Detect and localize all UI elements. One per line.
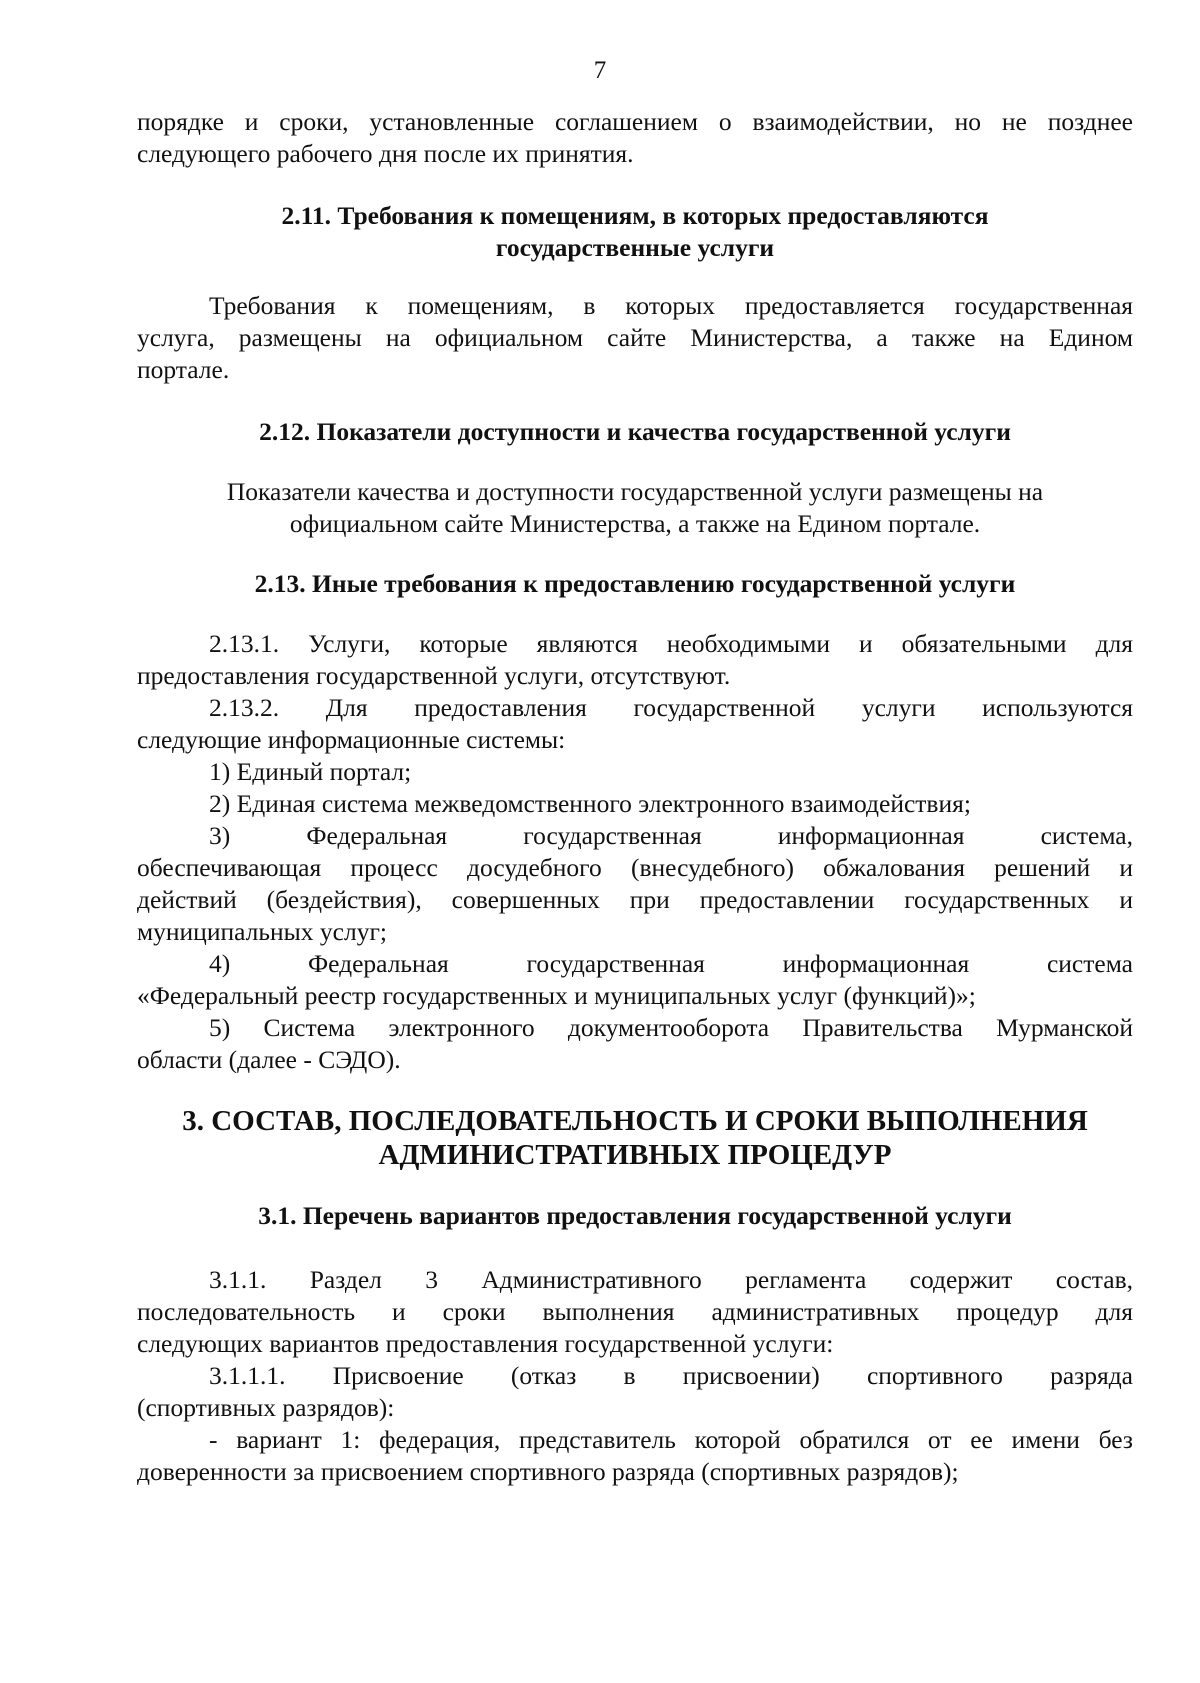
section-2-13-line: следующие информационные системы:	[137, 725, 566, 754]
section-3-heading-line-2: АДМИНИСТРАТИВНЫХ ПРОЦЕДУР	[378, 1139, 892, 1171]
section-2-13-line: обеспечивающая процесс досудебного (внесудебного) обжалования решений и	[137, 853, 1133, 882]
section-3-1-heading: 3.1. Перечень вариантов предоставления государственной услуги	[258, 1201, 1012, 1230]
section-2-13-line: 2.13.1. Услуги, которые являются необходимыми и обязательными для	[209, 629, 1133, 658]
section-3-heading-line-1: 3. СОСТАВ, ПОСЛЕДОВАТЕЛЬНОСТЬ И СРОКИ ВЫПОЛНЕНИЯ	[182, 1105, 1088, 1137]
section-2-11-para-line-1: Требования к помещениям, в которых предоставляется государственная	[209, 291, 1133, 320]
section-3-1-line: последовательность и сроки выполнения административных процедур для	[137, 1297, 1133, 1326]
intro-line-1: порядке и сроки, установленные соглашением о взаимодействии, но не позднее	[137, 107, 1133, 136]
section-3-1-line: 3.1.1.1. Присвоение (отказ в присвоении) спортивного разряда	[209, 1361, 1133, 1390]
section-2-13-line: 3) Федеральная государственная информационная система,	[209, 821, 1133, 850]
section-2-13-line: «Федеральный реестр государственных и муниципальных услуг (функций)»;	[137, 981, 976, 1010]
section-2-11-para-line-3: портале.	[137, 355, 230, 384]
section-2-12-heading: 2.12. Показатели доступности и качества государственной услуги	[259, 417, 1011, 446]
section-2-11-para-line-2: услуга, размещены на официальном сайте Министерства, а также на Едином	[137, 323, 1133, 352]
section-3-1-line: доверенности за присвоением спортивного разряда (спортивных разрядов);	[137, 1457, 959, 1486]
section-2-11-heading-line-1: 2.11. Требования к помещениям, в которых предоставляются	[281, 201, 989, 230]
section-3-1-line: - вариант 1: федерация, представитель которой обратился от ее имени без	[209, 1425, 1133, 1454]
section-2-12-para-line-1: Показатели качества и доступности государственной услуги размещены на	[226, 477, 1044, 506]
section-2-13-line: 5) Система электронного документооборота Правительства Мурманской	[209, 1013, 1133, 1042]
section-2-13-line: 2.13.2. Для предоставления государственной услуги используются	[209, 693, 1133, 722]
section-2-12-para-line-2: официальном сайте Министерства, а также на Едином портале.	[289, 509, 981, 538]
section-2-13-line: области (далее - СЭДО).	[137, 1045, 401, 1074]
section-2-13-line: 2) Единая система межведомственного электронного взаимодействия;	[209, 789, 971, 818]
section-2-13-line: 4) Федеральная государственная информационная система	[209, 949, 1133, 978]
section-2-13-line: предоставления государственной услуги, отсутствуют.	[137, 661, 731, 690]
intro-line-2: следующего рабочего дня после их принятия.	[137, 139, 634, 168]
section-2-11-heading-line-2: государственные услуги	[495, 233, 775, 262]
section-3-1-line: следующих вариантов предоставления государственной услуги:	[137, 1329, 834, 1358]
section-2-13-line: муниципальных услуг;	[137, 917, 388, 946]
section-2-13-line: действий (бездействия), совершенных при предоставлении государственных и	[137, 885, 1133, 914]
section-3-1-line: (спортивных разрядов):	[137, 1393, 395, 1422]
section-2-13-line: 1) Единый портал;	[209, 757, 412, 786]
section-2-13-heading: 2.13. Иные требования к предоставлению государственной услуги	[254, 569, 1016, 598]
page-number: 7	[593, 57, 607, 84]
section-3-1-line: 3.1.1. Раздел 3 Административного регламента содержит состав,	[209, 1265, 1133, 1294]
